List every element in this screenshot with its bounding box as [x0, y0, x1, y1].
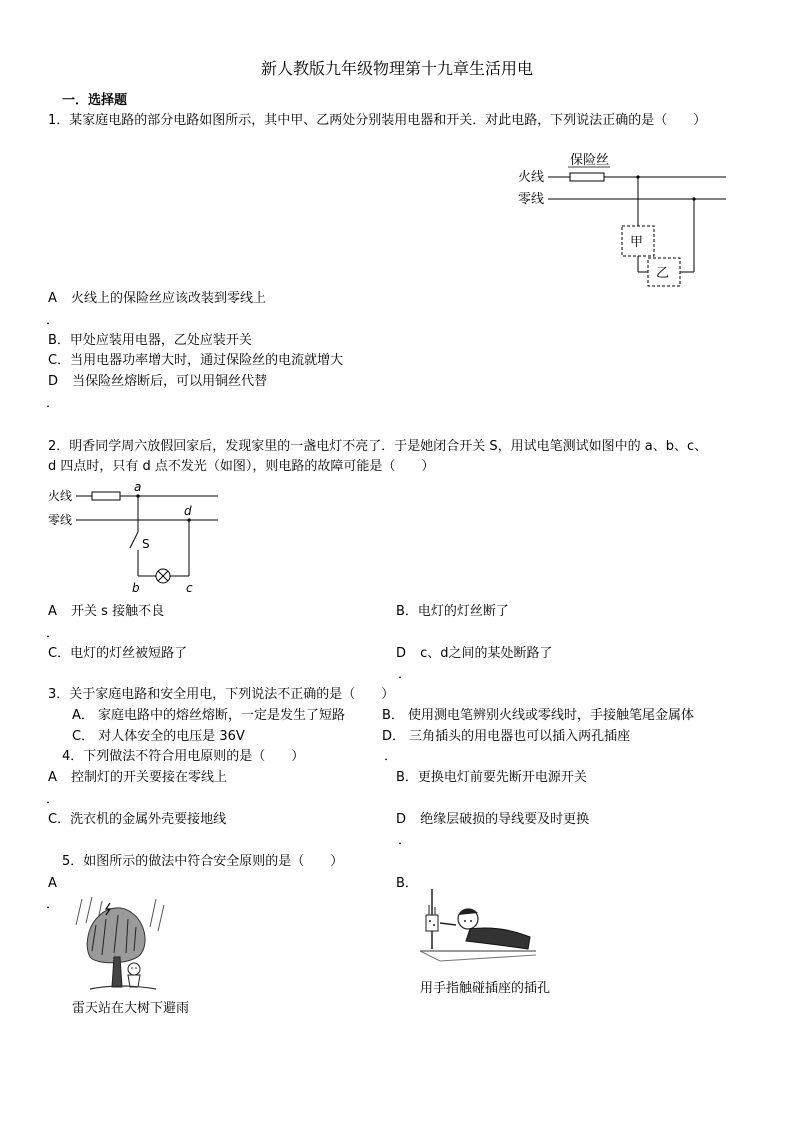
q1-option-a-text: 火线上的保险丝应该改装到零线上	[71, 291, 267, 306]
q5-option-a-caption: 雷天站在大树下避雨	[72, 1001, 190, 1016]
page-title: 新人教版九年级物理第十九章生活用电	[260, 59, 533, 78]
q5-option-a-image[interactable]	[70, 895, 170, 995]
q1-option-a-letter: A	[48, 291, 57, 306]
q2-option-d[interactable]	[396, 645, 553, 663]
q4-option-d-letter: D	[396, 812, 407, 827]
q4-option-d-dot: ．	[398, 833, 412, 848]
section-heading: 一．选择题	[62, 93, 128, 108]
q2-option-b[interactable]: B．电灯的灯丝断了	[396, 604, 509, 619]
q2-option-a-dot: ．	[46, 626, 60, 641]
q1-jia-label: 甲	[630, 235, 644, 250]
q1-option-d-letter: D	[48, 374, 59, 389]
q1-stem: 1．某家庭电路的部分电路如图所示，其中甲、乙两处分别装用电器和开关．对此电路，下列说法正确的是（ ）	[48, 113, 707, 128]
q2-option-a-letter: A	[48, 604, 57, 619]
q4-option-a-text: 控制灯的开关要接在零线上	[71, 770, 228, 785]
q5-option-b-letter[interactable]: B．	[396, 876, 418, 891]
q1-option-d-dot: ．	[46, 396, 60, 411]
q3-option-d-dot: ．	[384, 749, 398, 764]
q1-yi-label: 乙	[656, 266, 670, 281]
q4-option-d[interactable]	[396, 811, 589, 829]
q4-option-d-text: 绝缘层破损的导线要及时更换	[420, 812, 590, 827]
q2-option-c[interactable]: C．电灯的灯丝被短路了	[48, 646, 188, 661]
q2-option-d-text: c、d之间的某处断路了	[420, 646, 553, 661]
q2-option-a-text: 开关 s 接触不良	[71, 604, 165, 619]
q2-neutral-label: 零线	[48, 513, 73, 527]
q3-option-c[interactable]: C． 对人体安全的电压是 36V	[72, 729, 245, 744]
q1-option-c[interactable]: C．当用电器功率增大时，通过保险丝的电流就增大	[48, 353, 344, 368]
q2-point-b: b	[132, 581, 140, 595]
q1-live-label: 火线	[518, 170, 545, 185]
q2-live-label: 火线	[48, 489, 73, 503]
q2-point-c: c	[186, 581, 193, 595]
q4-option-c[interactable]: C．洗衣机的金属外壳要接地线	[48, 812, 227, 827]
q2-point-a: a	[134, 480, 142, 494]
q4-option-a[interactable]	[48, 769, 227, 787]
q1-option-a[interactable]	[48, 290, 266, 308]
q2-option-a[interactable]	[48, 603, 164, 621]
q1-neutral-label: 零线	[518, 192, 545, 207]
q1-option-a-dot: ．	[46, 313, 60, 328]
q3-stem: 3．关于家庭电路和安全用电，下列说法不正确的是（ ）	[48, 687, 395, 702]
q2-option-d-dot: ．	[398, 667, 412, 682]
q4-option-a-dot: ．	[46, 792, 60, 807]
q1-circuit-diagram	[514, 148, 734, 293]
q1-option-d-text: 当保险丝熔断后，可以用铜丝代替	[72, 374, 268, 389]
q4-option-b[interactable]: B．更换电灯前要先断开电源开关	[396, 770, 587, 785]
q2-stem-line2: d 四点时，只有 d 点不发光（如图），则电路的故障可能是（ ）	[48, 459, 435, 474]
q4-stem: 4．下列做法不符合用电原则的是（ ）	[62, 749, 305, 764]
q1-fuse-label: 保险丝	[570, 153, 610, 168]
q4-option-a-letter: A	[48, 770, 57, 785]
q5-option-a-letter[interactable]: A	[48, 876, 57, 891]
q2-stem-line1: 2．明香同学周六放假回家后，发现家里的一盏电灯不亮了．于是她闭合开关 S，用试电笔测试如图中的 a、b、c、	[48, 439, 708, 454]
q3-option-a[interactable]: A． 家庭电路中的熔丝熔断，一定是发生了短路	[72, 708, 346, 723]
q3-option-d[interactable]: D． 三角插头的用电器也可以插入两孔插座	[382, 729, 631, 744]
q1-option-b[interactable]: B．甲处应装用电器，乙处应装开关	[48, 333, 252, 348]
q5-option-a-dot: ．	[46, 897, 60, 912]
q5-option-b-caption: 用手指触碰插座的插孔	[420, 981, 551, 996]
q2-switch-label: S	[142, 537, 150, 551]
q2-option-d-letter: D	[396, 646, 407, 661]
q5-option-b-image[interactable]	[420, 885, 540, 965]
q5-stem: 5．如图所示的做法中符合安全原则的是（ ）	[62, 854, 344, 869]
q2-circuit-diagram	[46, 480, 226, 596]
q3-option-b[interactable]: B． 使用测电笔辨别火线或零线时，手接触笔尾金属体	[382, 708, 695, 723]
q1-option-d[interactable]	[48, 373, 267, 391]
q2-point-d: d	[184, 504, 192, 518]
